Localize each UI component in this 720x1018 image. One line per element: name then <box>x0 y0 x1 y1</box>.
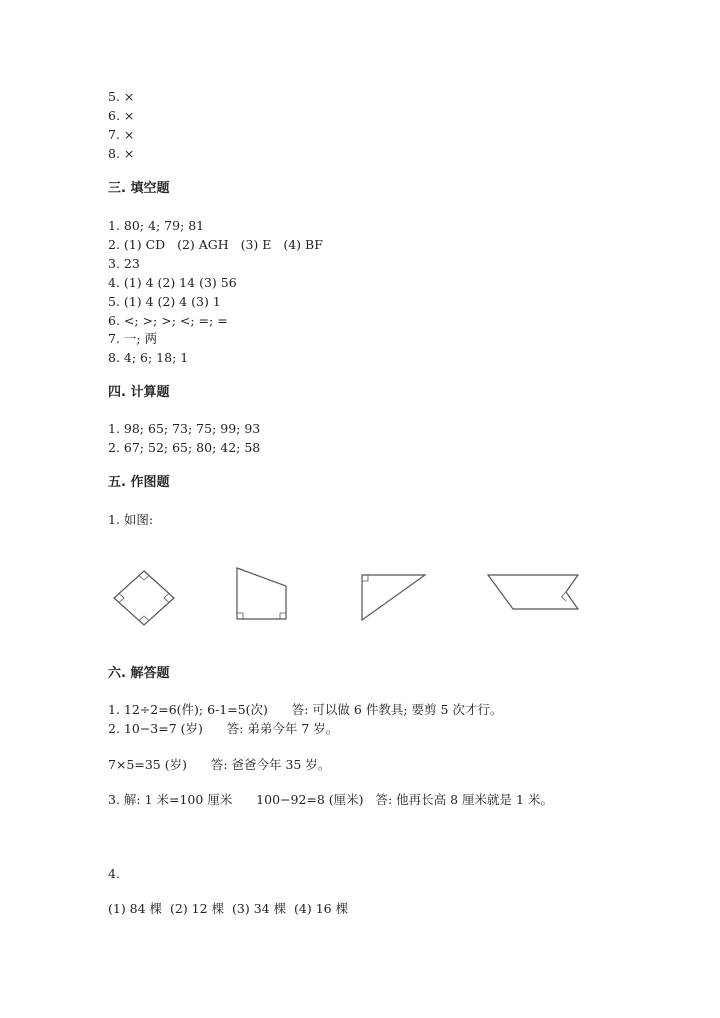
answer-line: 2. 10−3=7 (岁) 答: 弟弟今年 7 岁。 <box>108 721 339 736</box>
answer-line: 5. (1) 4 (2) 4 (3) 1 <box>108 294 221 309</box>
section-title: 六. 解答题 <box>108 666 170 681</box>
drawing-answers <box>0 550 720 640</box>
section-title: 三. 填空题 <box>108 181 170 196</box>
answer-line: 3. 解: 1 米=100 厘米 100−92=8 (厘米) 答: 他再长高 8 厘米就是 1 米。 <box>108 792 553 807</box>
answer-line: 7. × <box>108 127 135 142</box>
section-title: 四. 计算题 <box>108 385 170 400</box>
right-triangle-figure <box>362 575 425 620</box>
parallelogram-figure <box>488 575 578 609</box>
answer-line: 6. <; >; >; <; =; = <box>108 313 228 328</box>
answer-line: 8. 4; 6; 18; 1 <box>108 350 189 365</box>
answer-line: 5. × <box>108 89 135 104</box>
answer-line: 1. 如图: <box>108 512 154 527</box>
answer-line: 2. 67; 52; 65; 80; 42; 58 <box>108 440 261 455</box>
square-figure <box>114 571 174 625</box>
answer-line: 8. × <box>108 146 135 161</box>
answer-line: 1. 80; 4; 79; 81 <box>108 218 205 233</box>
answer-line: (1) 84 棵 (2) 12 棵 (3) 34 棵 (4) 16 棵 <box>108 901 349 916</box>
answer-line: 4. (1) 4 (2) 14 (3) 56 <box>108 275 237 290</box>
trapezoid-figure <box>237 568 286 619</box>
answer-line: 6. × <box>108 108 135 123</box>
answer-line: 4. <box>108 866 120 881</box>
answer-line: 7. 一; 两 <box>108 331 158 346</box>
answer-line: 2. (1) CD (2) AGH (3) E (4) BF <box>108 237 323 252</box>
answer-line: 3. 23 <box>108 256 140 271</box>
section-title: 五. 作图题 <box>108 475 170 490</box>
answer-line: 1. 12÷2=6(件); 6-1=5(次) 答: 可以做 6 件教具; 要剪 5 次才行。 <box>108 702 503 717</box>
answer-line: 1. 98; 65; 73; 75; 99; 93 <box>108 421 261 436</box>
answer-line: 7×5=35 (岁) 答: 爸爸今年 35 岁。 <box>108 757 331 772</box>
